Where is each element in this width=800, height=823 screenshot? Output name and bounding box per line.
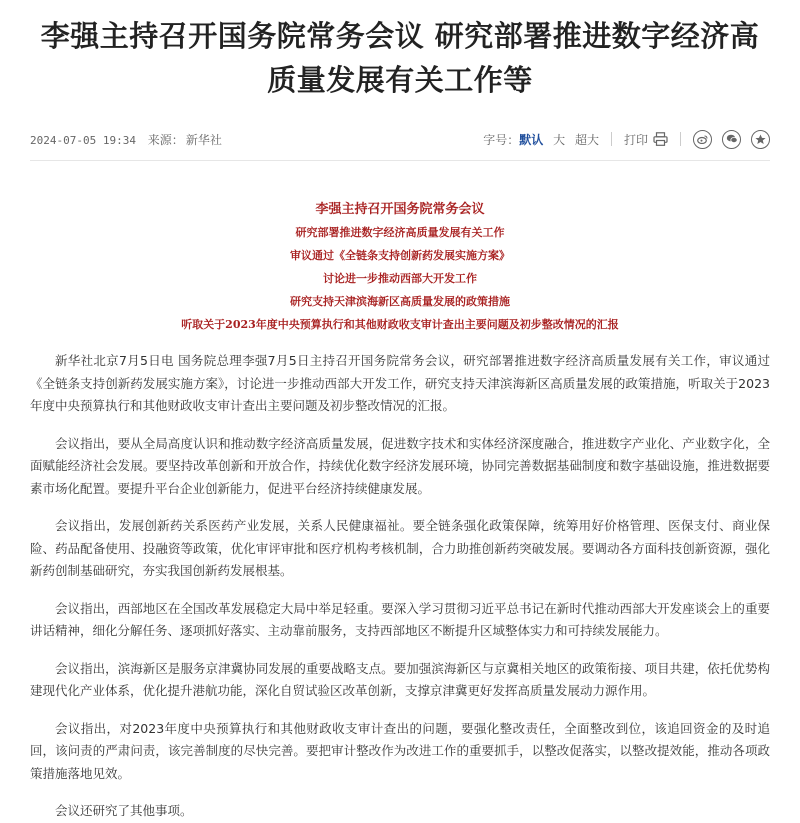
article-paragraph: 新华社北京7月5日电 国务院总理李强7月5日主持召开国务院常务会议，研究部署推进数字经济高质量发展有关工作，审议通过《全链条支持创新药发展实施方案》，讨论进一步推动西部大开发工作，研究支持天津滨海新区高质量发展的政策措施，听取关于2023年度中央预算执行和其他财政收支审计查出主要问题及初步整改情况的汇报。	[30, 353, 770, 413]
article-body	[30, 350, 770, 823]
summary-line: 讨论进一步推动西部大开发工作	[323, 272, 477, 285]
summary-line: 研究部署推进数字经济高质量发展有关工作	[295, 226, 505, 239]
favorite-star-icon[interactable]	[751, 130, 770, 149]
article-paragraph: 会议指出，西部地区在全国改革发展稳定大局中举足轻重。要深入学习贯彻习近平总书记在新时代推动西部大开发座谈会上的重要讲话精神，细化分解任务、逐项抓好落实、主动靠前服务，支持西部地区不断提升区域整体实力和可持续发展能力。	[30, 600, 770, 638]
article-title: 李强主持召开国务院常务会议 研究部署推进数字经济高质量发展有关工作等	[40, 19, 760, 97]
article-paragraph: 会议还研究了其他事项。	[55, 803, 193, 818]
font-size-xlarge[interactable]: 超大	[574, 132, 599, 147]
print-button[interactable]	[624, 131, 668, 148]
article-paragraph: 会议指出，对2023年度中央预算执行和其他财政收支审计查出的问题，要强化整改责任，全面整改到位，该追回资金的及时追回，该问责的严肃问责，该完善制度的尽快完善。要把审计整改作为改进工作的重要抓手，以整改促落实，以整改提效能，推动各项政策措施落地见效。	[30, 720, 770, 781]
font-size-default[interactable]: 默认	[519, 132, 544, 147]
share-buttons	[693, 130, 770, 149]
divider	[680, 132, 681, 146]
article-paragraph: 会议指出，发展创新药关系医药产业发展，关系人民健康福祉。要全链条强化政策保障，统筹用好价格管理、医保支付、商业保险、药品配备使用、投融资等政策，优化审评审批和医疗机构考核机制，合力助推创新药突破发展。要调动各方面科技创新资源，强化新药创制基础研究，夯实我国创新药发展根基。	[30, 518, 770, 578]
summary-line: 审议通过《全链条支持创新药发展实施方案》	[290, 249, 510, 262]
font-size-large[interactable]: 大	[553, 132, 566, 147]
source-label: 来源：	[147, 132, 184, 147]
article-tools	[483, 130, 770, 149]
publish-date: 2024-07-05 19:34	[30, 133, 136, 147]
source-name: 新华社	[185, 132, 222, 147]
divider	[611, 132, 612, 146]
font-size-label: 字号：	[483, 132, 520, 147]
article-meta	[30, 131, 230, 148]
article-paragraph: 会议指出，滨海新区是服务京津冀协同发展的重要战略支点。要加强滨海新区与京冀相关地区的政策衔接、项目共建，依托优势构建现代化产业体系，优化提升港航功能，深化自贸试验区改革创新，支撑京津冀更好发挥高质量发展动力源作用。	[30, 660, 770, 698]
summary-main-title: 李强主持召开国务院常务会议	[315, 202, 485, 217]
summary-line: 研究支持天津滨海新区高质量发展的政策措施	[290, 295, 510, 308]
article-container	[30, 0, 770, 823]
article-summary-heading	[30, 199, 770, 336]
summary-line: 听取关于2023年度中央预算执行和其他财政收支审计查出主要问题及初步整改情况的汇报	[181, 318, 619, 331]
article-paragraph: 会议指出，要从全局高度认识和推动数字经济高质量发展，促进数字技术和实体经济深度融合，推进数字产业化、产业数字化，全面赋能经济社会发展。要坚持改革创新和开放合作，持续优化数字经济发展环境，协同完善数据基础制度和数字基础设施，推进数据要素市场化配置。要提升平台企业创新能力，促进平台经济持续健康发展。	[30, 435, 770, 496]
article-info-bar	[30, 124, 770, 161]
print-label: 打印	[623, 132, 648, 147]
printer-icon	[653, 132, 668, 146]
weibo-icon[interactable]	[693, 130, 712, 149]
wechat-icon[interactable]	[722, 130, 741, 149]
font-size-selector	[483, 131, 599, 148]
